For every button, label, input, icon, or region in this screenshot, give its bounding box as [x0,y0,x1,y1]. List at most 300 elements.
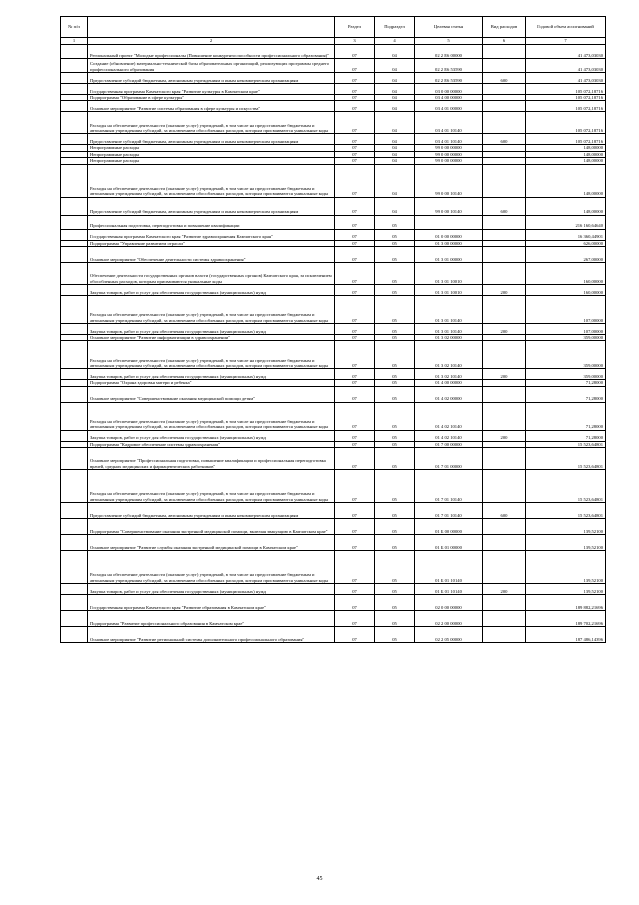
row-sum-cell: 359,00000 [526,335,606,341]
row-podrazdel-cell: 05 [375,386,415,402]
row-name-cell: Основное мероприятие "Профессиональная подготовка, повышение квалификации и профессиональная переподготовка врачей, средних медицинских и фармацевтических работников" [88,448,335,470]
row-podrazdel-cell: 04 [375,112,415,134]
row-expense-type-cell [483,470,526,503]
row-target-article-cell: 01 3 02 00000 [415,335,483,341]
table-row [61,247,606,263]
row-razdel-cell: 07 [335,369,375,380]
row-target-article-cell: 99 0 00 00000 [415,145,483,151]
row-name-cell: Основное мероприятие "Развитие региональной системы дополнительного профессионального образования" [88,627,335,643]
row-podrazdel-cell: 04 [375,151,415,157]
row-expense-type-cell [483,296,526,324]
row-target-article-cell: 01 3 01 00000 [415,247,483,263]
row-number-cell [61,611,88,627]
row-podrazdel-cell: 05 [375,402,415,430]
row-podrazdel-cell: 04 [375,101,415,112]
table-row [61,595,606,611]
row-razdel-cell: 07 [335,296,375,324]
row-name-cell: Подпрограмма "Образование в сфере культуры" [88,95,335,101]
row-podrazdel-cell: 05 [375,470,415,503]
row-expense-type-cell: 600 [483,503,526,519]
row-sum-cell: 71,28000 [526,386,606,402]
row-razdel-cell: 07 [335,45,375,59]
row-sum-cell: 107,00000 [526,324,606,335]
column-number: 6 [483,38,526,45]
header-num: № п/п [61,17,88,38]
row-podrazdel-cell: 05 [375,535,415,551]
row-razdel-cell: 07 [335,503,375,519]
row-target-article-cell: 03 0 00 00000 [415,84,483,95]
row-target-article-cell: 01 Б 01 00000 [415,535,483,551]
column-number: 2 [88,38,335,45]
row-podrazdel-cell: 05 [375,627,415,643]
row-number-cell [61,263,88,285]
row-target-article-cell: 03 4 00 00000 [415,95,483,101]
row-name-cell: Региональный проект "Молодые профессионалы (Повышение конкурентоспособности профессионального образования)" [88,45,335,59]
row-target-article-cell: 02 2 E6 53590 [415,73,483,84]
row-razdel-cell: 07 [335,59,375,73]
row-podrazdel-cell: 05 [375,215,415,229]
row-target-article-cell: 01 4 00 00000 [415,380,483,386]
header-target-article: Целевая статья [415,17,483,38]
row-sum-cell: 105 072,18716 [526,134,606,145]
row-podrazdel-cell: 05 [375,296,415,324]
row-sum-cell: 216 160,64640 [526,215,606,229]
row-podrazdel-cell: 05 [375,247,415,263]
row-target-article-cell: 01 3 01 10010 [415,285,483,296]
row-expense-type-cell [483,535,526,551]
row-razdel-cell: 07 [335,441,375,447]
row-sum-cell: 107,00000 [526,296,606,324]
row-target-article-cell: 02 0 00 00000 [415,595,483,611]
row-razdel-cell: 07 [335,324,375,335]
row-podrazdel-cell: 05 [375,341,415,369]
row-target-article-cell: 01 3 01 10010 [415,263,483,285]
row-razdel-cell: 07 [335,240,375,246]
row-name-cell: Закупка товаров, работ и услуг для обеспечения государственных (муниципальных) нужд [88,285,335,296]
row-expense-type-cell [483,551,526,584]
table-row [61,73,606,84]
row-target-article-cell: 01 3 00 00000 [415,240,483,246]
header-podrazdel: Подраздел [375,17,415,38]
row-number-cell [61,430,88,441]
row-sum-cell: 148,00000 [526,164,606,197]
row-razdel-cell: 07 [335,551,375,584]
row-sum-cell: 189 882,21696 [526,595,606,611]
row-podrazdel-cell: 05 [375,519,415,535]
table-row [61,229,606,240]
row-razdel-cell: 07 [335,84,375,95]
row-expense-type-cell: 600 [483,73,526,84]
row-name-cell: Государственная программа Камчатского края "Развитие образования в Камчатском крае" [88,595,335,611]
row-number-cell [61,296,88,324]
table-row [61,551,606,584]
row-target-article-cell: 01 0 00 00000 [415,229,483,240]
row-podrazdel-cell: 05 [375,229,415,240]
row-podrazdel-cell: 04 [375,145,415,151]
row-target-article-cell: 01 4 02 10140 [415,402,483,430]
row-razdel-cell: 07 [335,134,375,145]
row-razdel-cell: 07 [335,519,375,535]
row-name-cell: Подпрограмма "Совершенствование оказания экстренной медицинской помощи, включая эвакуацию в Камчатском крае" [88,519,335,535]
row-razdel-cell: 07 [335,595,375,611]
row-expense-type-cell [483,341,526,369]
row-expense-type-cell [483,386,526,402]
header-expense-type: Вид расходов [483,17,526,38]
row-sum-cell: 148,00000 [526,158,606,164]
row-razdel-cell: 07 [335,448,375,470]
row-name-cell: Расходы на обеспечение деятельности (оказание услуг) учреждений, в том числе на предоставление бюджетным и автономным учреждениям субсидий, за исключением обособленных расходов, которым присваиваются уникальные коды [88,551,335,584]
row-target-article-cell: 01 3 01 10140 [415,324,483,335]
row-razdel-cell: 07 [335,73,375,84]
row-name-cell: Закупка товаров, работ и услуг для обеспечения государственных (муниципальных) нужд [88,584,335,595]
row-name-cell: Расходы на обеспечение деятельности (оказание услуг) учреждений, в том числе на предоставление бюджетным и автономным учреждениям субсидий, за исключением обособленных расходов, которым присваиваются уникальные коды [88,470,335,503]
row-sum-cell: 41 473,03030 [526,73,606,84]
table-body [61,45,606,643]
row-target-article-cell: 03 4 01 10140 [415,112,483,134]
table-row [61,341,606,369]
row-number-cell [61,197,88,215]
budget-table [60,16,606,643]
row-razdel-cell: 07 [335,215,375,229]
row-target-article-cell: 01 3 02 10140 [415,369,483,380]
table-row [61,470,606,503]
row-expense-type-cell: 200 [483,369,526,380]
row-target-article-cell: 01 Б 00 00000 [415,519,483,535]
table-row [61,402,606,430]
row-razdel-cell: 07 [335,95,375,101]
row-name-cell: Основное мероприятие "Обеспечение деятельности системы здравоохранения" [88,247,335,263]
table-row [61,627,606,643]
row-expense-type-cell: 600 [483,197,526,215]
row-target-article-cell: 01 7 01 10140 [415,503,483,519]
row-sum-cell: 267,00000 [526,247,606,263]
table-row [61,503,606,519]
row-expense-type-cell [483,611,526,627]
row-expense-type-cell [483,402,526,430]
row-number-cell [61,470,88,503]
row-name-cell: Основное мероприятие "Развитие информатизации в здравоохранении" [88,335,335,341]
row-sum-cell: 41 473,03030 [526,59,606,73]
row-number-cell [61,164,88,197]
row-razdel-cell: 07 [335,101,375,112]
row-podrazdel-cell: 04 [375,45,415,59]
row-podrazdel-cell: 04 [375,164,415,197]
row-name-cell: Создание (обновление) материально-технической базы образовательных организаций, реализующих программы среднего профессионального образования [88,59,335,73]
row-sum-cell: 626,00000 [526,240,606,246]
row-expense-type-cell [483,595,526,611]
row-sum-cell: 148,00000 [526,197,606,215]
row-number-cell [61,324,88,335]
row-target-article-cell [415,215,483,229]
row-podrazdel-cell: 04 [375,197,415,215]
row-razdel-cell: 07 [335,584,375,595]
row-razdel-cell: 07 [335,386,375,402]
row-name-cell: Обеспечение деятельности государственных органов власти (государственных органов) Камчатского края, за исключением обособленных расходов, которым присваиваются уникальные коды [88,263,335,285]
row-razdel-cell: 07 [335,335,375,341]
row-target-article-cell: 03 4 01 10140 [415,134,483,145]
row-expense-type-cell [483,112,526,134]
column-number: 4 [375,38,415,45]
row-expense-type-cell: 200 [483,324,526,335]
column-number: 5 [415,38,483,45]
row-razdel-cell: 07 [335,430,375,441]
row-number-cell [61,503,88,519]
row-target-article-cell: 99 0 00 10140 [415,164,483,197]
row-target-article-cell: 02 2 E6 00000 [415,45,483,59]
row-target-article-cell: 02 2 05 00000 [415,627,483,643]
row-sum-cell: 15 523,64801 [526,448,606,470]
row-number-cell [61,595,88,611]
row-sum-cell: 105 072,18716 [526,84,606,95]
row-podrazdel-cell: 05 [375,240,415,246]
row-name-cell: Подпрограмма "Управление развитием отрасли" [88,240,335,246]
row-name-cell: Предоставление субсидий бюджетным, автономным учреждениям и иным некоммерческим организациям [88,73,335,84]
row-expense-type-cell: 200 [483,285,526,296]
row-name-cell: Предоставление субсидий бюджетным, автономным учреждениям и иным некоммерческим организациям [88,197,335,215]
row-target-article-cell: 01 7 01 00000 [415,448,483,470]
row-podrazdel-cell: 05 [375,380,415,386]
row-sum-cell: 105 072,18716 [526,101,606,112]
row-number-cell [61,229,88,240]
row-expense-type-cell [483,164,526,197]
row-razdel-cell: 07 [335,535,375,551]
table-row [61,535,606,551]
row-podrazdel-cell: 05 [375,595,415,611]
row-target-article-cell: 01 7 00 00000 [415,441,483,447]
row-podrazdel-cell: 04 [375,134,415,145]
row-expense-type-cell: 200 [483,584,526,595]
row-number-cell [61,134,88,145]
table-header-row [61,17,606,38]
row-number-cell [61,59,88,73]
row-razdel-cell: 07 [335,470,375,503]
row-number-cell [61,84,88,95]
row-sum-cell: 41 473,03030 [526,45,606,59]
table-row [61,59,606,73]
row-name-cell: Предоставление субсидий бюджетным, автономным учреждениям и иным некоммерческим организациям [88,134,335,145]
row-podrazdel-cell: 05 [375,584,415,595]
row-razdel-cell: 07 [335,285,375,296]
row-razdel-cell: 07 [335,151,375,157]
table-row [61,112,606,134]
row-target-article-cell: 01 3 01 10140 [415,296,483,324]
row-target-article-cell: 02 2 00 00000 [415,611,483,627]
row-target-article-cell: 01 4 02 10140 [415,430,483,441]
row-target-article-cell: 99 0 00 10140 [415,197,483,215]
row-sum-cell: 71,28000 [526,430,606,441]
row-razdel-cell: 07 [335,158,375,164]
row-target-article-cell: 02 2 E6 53590 [415,59,483,73]
row-name-cell: Предоставление субсидий бюджетным, автономным учреждениям и иным некоммерческим организациям [88,503,335,519]
table-row [61,164,606,197]
row-expense-type-cell [483,84,526,95]
row-razdel-cell: 07 [335,112,375,134]
row-name-cell: Непрограммные расходы [88,145,335,151]
row-number-cell [61,402,88,430]
table-row [61,197,606,215]
table-row [61,263,606,285]
row-name-cell: Непрограммные расходы [88,151,335,157]
row-expense-type-cell: 600 [483,134,526,145]
table-row [61,285,606,296]
table-row [61,519,606,535]
row-podrazdel-cell: 04 [375,95,415,101]
row-sum-cell: 105 072,18716 [526,95,606,101]
row-sum-cell: 15 523,64801 [526,470,606,503]
row-sum-cell: 359,00000 [526,341,606,369]
row-expense-type-cell [483,448,526,470]
row-name-cell: Расходы на обеспечение деятельности (оказание услуг) учреждений, в том числе на предоставление бюджетным и автономным учреждениям субсидий, за исключением обособленных расходов, которым присваиваются уникальные коды [88,112,335,134]
row-podrazdel-cell: 05 [375,335,415,341]
header-annual-volume: Годовой объем ассигнований [526,17,606,38]
row-podrazdel-cell: 05 [375,263,415,285]
table-row [61,84,606,95]
row-sum-cell: 359,00000 [526,369,606,380]
row-sum-cell: 15 523,64801 [526,441,606,447]
row-sum-cell: 160,00000 [526,263,606,285]
row-name-cell: Закупка товаров, работ и услуг для обеспечения государственных (муниципальных) нужд [88,324,335,335]
row-target-article-cell: 01 4 02 00000 [415,386,483,402]
row-razdel-cell: 07 [335,145,375,151]
row-name-cell: Основное мероприятие "Развитие системы образования в сфере культуры и искусства" [88,101,335,112]
row-name-cell: Непрограммные расходы [88,158,335,164]
row-sum-cell: 71,28000 [526,402,606,430]
row-name-cell: Подпрограмма "Кадровое обеспечение системы здравоохранения" [88,441,335,447]
row-razdel-cell: 07 [335,197,375,215]
row-podrazdel-cell: 05 [375,503,415,519]
row-sum-cell: 105 072,18716 [526,112,606,134]
row-name-cell: Государственная программа Камчатского края "Развитие культуры в Камчатском крае" [88,84,335,95]
row-name-cell: Расходы на обеспечение деятельности (оказание услуг) учреждений, в том числе на предоставление бюджетным и автономным учреждениям субсидий, за исключением обособленных расходов, которым присваиваются уникальные коды [88,402,335,430]
table-row [61,215,606,229]
row-sum-cell: 189 702,21696 [526,611,606,627]
row-expense-type-cell [483,519,526,535]
row-number-cell [61,285,88,296]
column-number: 3 [335,38,375,45]
row-razdel-cell: 07 [335,229,375,240]
row-podrazdel-cell: 04 [375,59,415,73]
row-number-cell [61,45,88,59]
row-name-cell: Подпрограмма "Развитие профессионального образования в Камчатском крае" [88,611,335,627]
row-expense-type-cell [483,45,526,59]
row-number-cell [61,448,88,470]
row-target-article-cell: 01 Б 01 10140 [415,584,483,595]
row-name-cell: Расходы на обеспечение деятельности (оказание услуг) учреждений, в том числе на предоставление бюджетным и автономным учреждениям субсидий, за исключением обособленных расходов, которым присваиваются уникальные коды [88,296,335,324]
table-row [61,448,606,470]
row-sum-cell: 187 486,14396 [526,627,606,643]
row-podrazdel-cell: 05 [375,369,415,380]
row-expense-type-cell [483,247,526,263]
row-sum-cell: 71,28000 [526,380,606,386]
row-number-cell [61,112,88,134]
row-target-article-cell: 03 4 01 00000 [415,101,483,112]
row-expense-type-cell: 200 [483,430,526,441]
row-number-cell [61,369,88,380]
column-number: 1 [61,38,88,45]
row-name-cell: Подпрограмма "Охрана здоровья матери и ребенка" [88,380,335,386]
row-sum-cell: 148,00000 [526,151,606,157]
row-number-cell [61,73,88,84]
row-number-cell [61,519,88,535]
header-razdel: Раздел [335,17,375,38]
table-row [61,101,606,112]
row-podrazdel-cell: 05 [375,430,415,441]
row-podrazdel-cell: 05 [375,611,415,627]
row-number-cell [61,215,88,229]
page-number: 45 [316,876,323,882]
row-target-article-cell: 99 0 00 00000 [415,151,483,157]
row-name-cell: Основное мероприятие "Совершенствование оказания медицинской помощи детям" [88,386,335,402]
row-podrazdel-cell: 05 [375,441,415,447]
row-sum-cell: 139,52100 [526,551,606,584]
row-number-cell [61,101,88,112]
row-podrazdel-cell: 05 [375,285,415,296]
row-name-cell: Государственная программа Камчатского края "Развитие здравоохранения Камчатского края" [88,229,335,240]
table-row [61,296,606,324]
row-name-cell: Профессиональная подготовка, переподготовка и повышение квалификации [88,215,335,229]
row-target-article-cell: 99 0 00 00000 [415,158,483,164]
row-sum-cell: 139,52100 [526,519,606,535]
row-podrazdel-cell: 04 [375,73,415,84]
row-podrazdel-cell: 04 [375,158,415,164]
row-number-cell [61,551,88,584]
row-sum-cell: 15 523,64801 [526,503,606,519]
row-razdel-cell: 07 [335,247,375,263]
row-sum-cell: 139,52100 [526,584,606,595]
row-razdel-cell: 07 [335,627,375,643]
table-row [61,134,606,145]
row-expense-type-cell [483,263,526,285]
row-podrazdel-cell: 05 [375,324,415,335]
row-razdel-cell: 07 [335,164,375,197]
table-row [61,386,606,402]
row-razdel-cell: 07 [335,380,375,386]
row-razdel-cell: 07 [335,263,375,285]
row-number-cell [61,535,88,551]
column-number-row [61,38,606,45]
row-podrazdel-cell: 05 [375,551,415,584]
row-expense-type-cell [483,627,526,643]
row-number-cell [61,386,88,402]
row-number-cell [61,341,88,369]
row-name-cell: Расходы на обеспечение деятельности (оказание услуг) учреждений, в том числе на предоставление бюджетным и автономным учреждениям субсидий, за исключением обособленных расходов, которым присваиваются уникальные коды [88,341,335,369]
row-sum-cell: 16 360,44901 [526,229,606,240]
row-podrazdel-cell: 04 [375,84,415,95]
table-row [61,430,606,441]
row-name-cell: Закупка товаров, работ и услуг для обеспечения государственных (муниципальных) нужд [88,430,335,441]
row-target-article-cell: 01 7 01 10140 [415,470,483,503]
table-row [61,369,606,380]
row-name-cell: Расходы на обеспечение деятельности (оказание услуг) учреждений, в том числе на предоставление бюджетным и автономным учреждениям субсидий, за исключением обособленных расходов, которым присваиваются уникальные коды [88,164,335,197]
table-row [61,611,606,627]
row-number-cell [61,584,88,595]
row-sum-cell: 160,00000 [526,285,606,296]
row-name-cell: Закупка товаров, работ и услуг для обеспечения государственных (муниципальных) нужд [88,369,335,380]
row-expense-type-cell [483,101,526,112]
row-razdel-cell: 07 [335,341,375,369]
row-expense-type-cell [483,215,526,229]
row-number-cell [61,627,88,643]
row-razdel-cell: 07 [335,611,375,627]
row-podrazdel-cell: 05 [375,448,415,470]
table-row [61,584,606,595]
row-name-cell: Основное мероприятие "Развитие службы оказания экстренной медицинской помощи в Камчатском крае" [88,535,335,551]
table-row [61,324,606,335]
row-expense-type-cell [483,229,526,240]
row-target-article-cell: 01 3 02 10140 [415,341,483,369]
row-number-cell [61,247,88,263]
column-number: 7 [526,38,606,45]
